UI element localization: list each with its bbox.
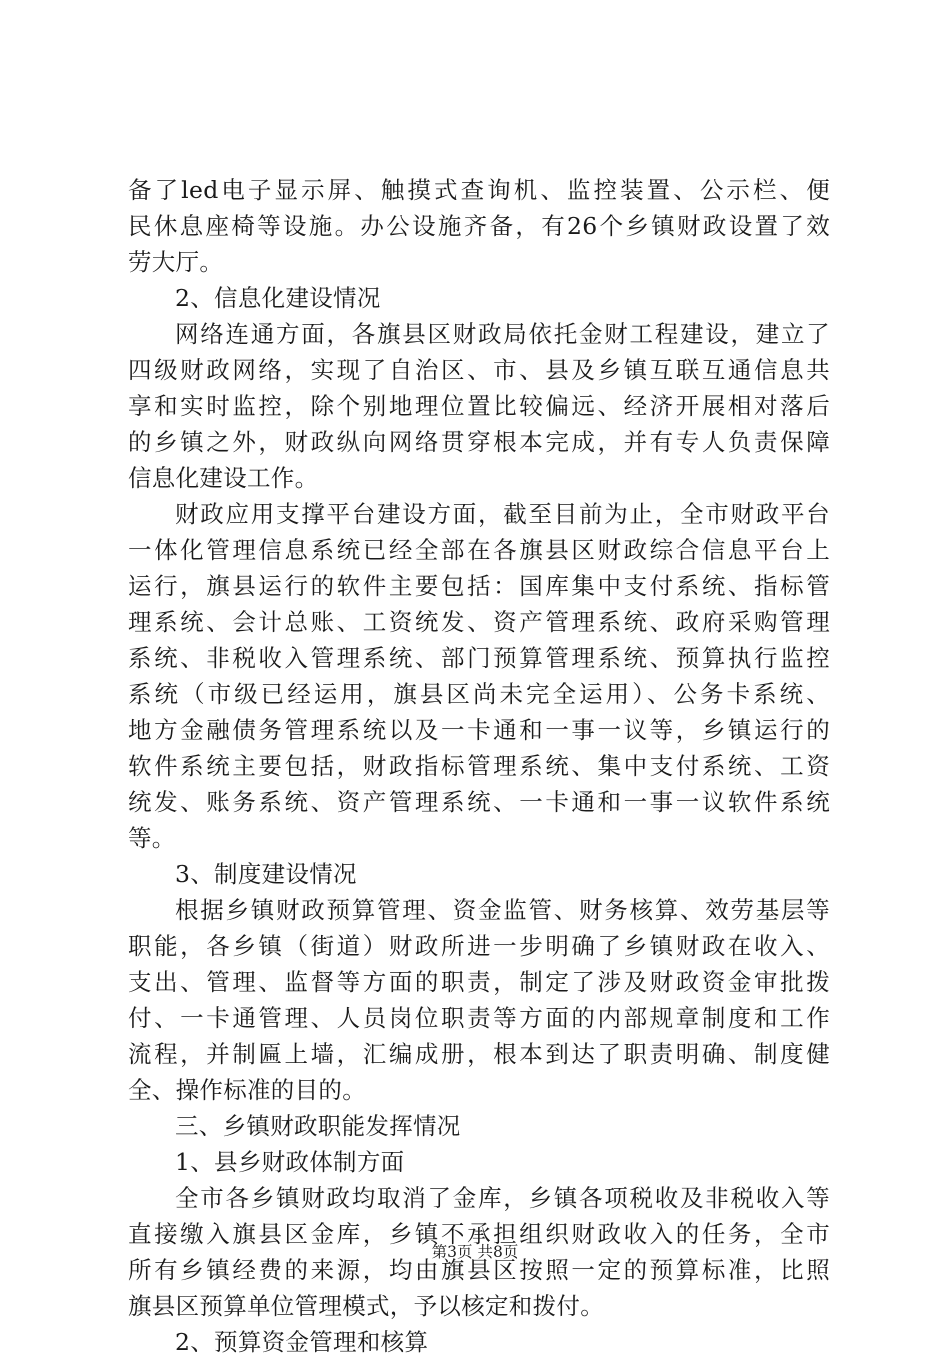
text-line: 备了led电子显示屏、触摸式查询机、监控装置、公示栏、便 [128,176,830,204]
text-line: 根据乡镇财政预算管理、资金监管、财务核算、效劳基层等 [175,896,830,924]
paragraph [128,280,830,316]
text-line: 地方金融债务管理系统以及一卡通和一事一议等，乡镇运行的 [128,716,830,744]
page-total: 共8页 [477,1243,519,1261]
text-line: 统发、账务系统、资产管理系统、一卡通和一事一议软件系统 [128,788,830,816]
text-line: 等。 [128,824,176,852]
text-line: 直接缴入旗县区金库，乡镇不承担组织财政收入的任务，全市 [128,1220,830,1248]
paragraph [128,316,830,496]
text-line: 全市各乡镇财政均取消了金库，乡镇各项税收及非税收入等 [175,1184,830,1212]
paragraph [128,1324,830,1360]
text-line: 2、信息化建设情况 [175,284,381,312]
text-line: 支出、管理、监督等方面的职责，制定了涉及财政资金审批拨 [128,968,830,996]
text-line: 运行，旗县运行的软件主要包括：国库集中支付系统、指标管 [128,572,830,600]
text-line: 劳大厅。 [128,248,224,276]
page-number: 第3页 [431,1243,473,1261]
text-line: 一体化管理信息系统已经全部在各旗县区财政综合信息平台上 [128,536,830,564]
paragraph [128,496,830,856]
paragraph [128,1108,830,1144]
text-line: 系统、非税收入管理系统、部门预算管理系统、预算执行监控 [128,644,830,672]
text-line: 享和实时监控，除个别地理位置比较偏远、经济开展相对落后 [128,392,830,420]
paragraph [128,172,830,280]
paragraph [128,1144,830,1180]
text-line: 三、乡镇财政职能发挥情况 [175,1112,461,1140]
text-line: 信息化建设工作。 [128,464,319,492]
text-line: 网络连通方面，各旗县区财政局依托金财工程建设，建立了 [175,320,830,348]
text-line: 付、一卡通管理、人员岗位职责等方面的内部规章制度和工作 [128,1004,830,1032]
text-line: 所有乡镇经费的来源，均由旗县区按照一定的预算标准，比照 [128,1256,830,1284]
text-line: 的乡镇之外，财政纵向网络贯穿根本完成，并有专人负责保障 [128,428,830,456]
text-line: 软件系统主要包括，财政指标管理系统、集中支付系统、工资 [128,752,830,780]
paragraph [128,892,830,1108]
document-body [128,172,830,1360]
text-line: 职能，各乡镇（街道）财政所进一步明确了乡镇财政在收入、 [128,932,830,960]
page-footer [0,1242,950,1262]
text-line: 全、操作标准的目的。 [128,1076,366,1104]
text-line: 1、县乡财政体制方面 [175,1148,405,1176]
text-line: 系统（市级已经运用，旗县区尚未完全运用）、公务卡系统、 [128,680,830,708]
text-line: 流程，并制匾上墙，汇编成册，根本到达了职责明确、制度健 [128,1040,830,1068]
text-line: 3、制度建设情况 [175,860,357,888]
text-line: 民休息座椅等设施。办公设施齐备，有26个乡镇财政设置了效 [128,212,830,240]
text-line: 财政应用支撑平台建设方面，截至目前为止，全市财政平台 [175,500,830,528]
text-line: 旗县区预算单位管理模式，予以核定和拨付。 [128,1292,604,1320]
text-line: 四级财政网络，实现了自治区、市、县及乡镇互联互通信息共 [128,356,830,384]
text-line: 理系统、会计总账、工资统发、资产管理系统、政府采购管理 [128,608,830,636]
paragraph [128,856,830,892]
text-line: 2、预算资金管理和核算 [175,1328,429,1356]
